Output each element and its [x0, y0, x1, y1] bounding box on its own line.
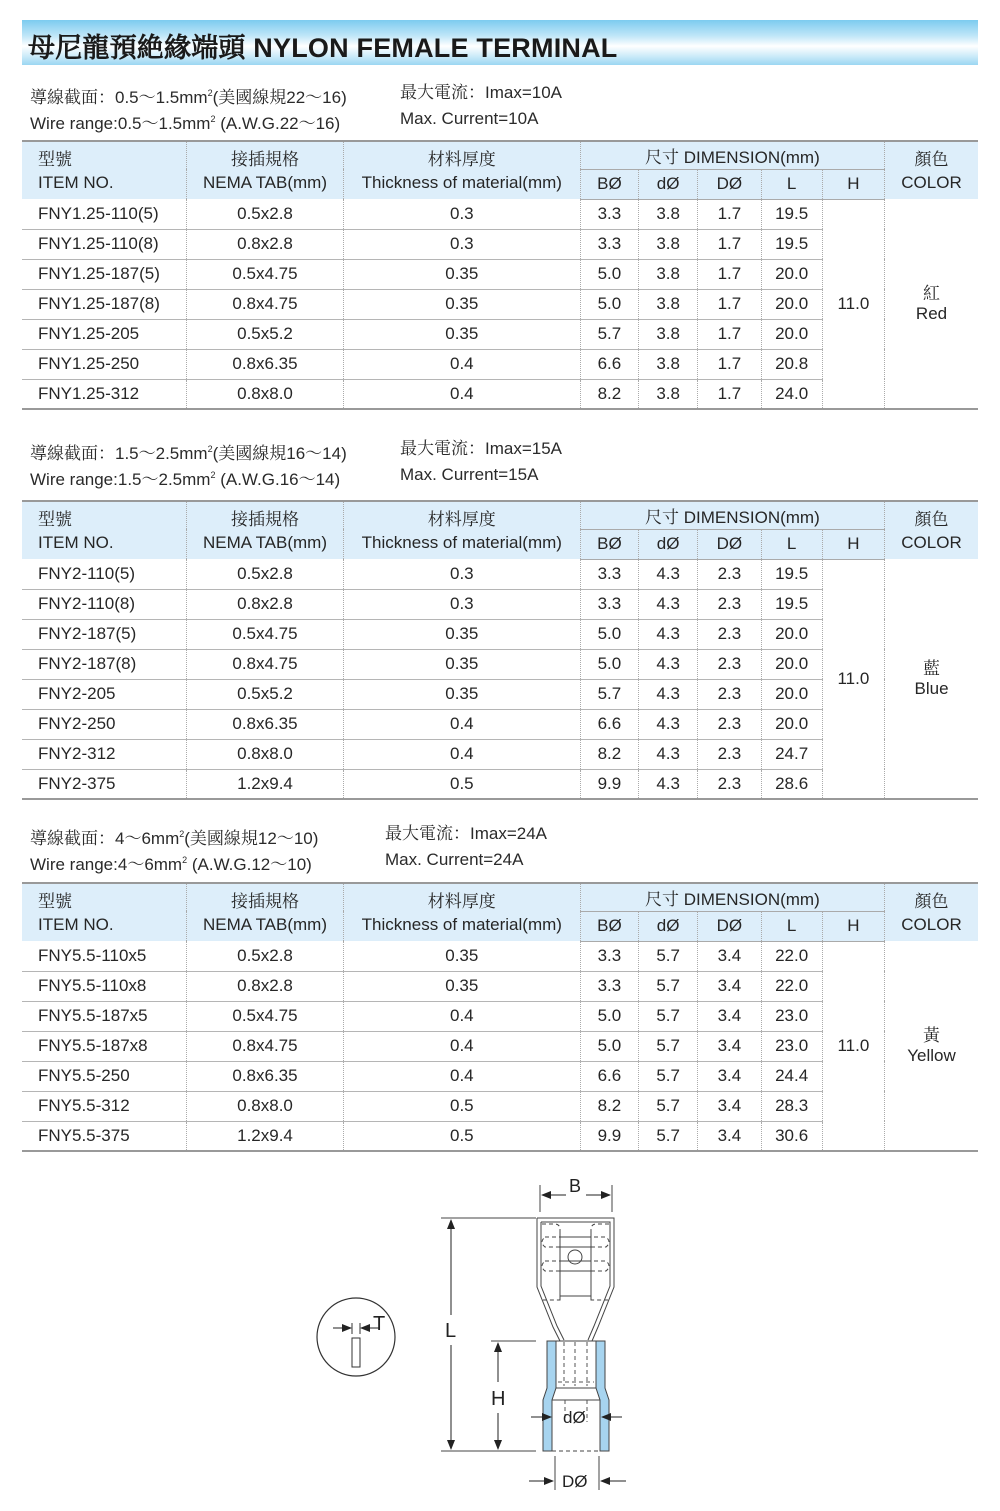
- cell-dim-l: 22.0: [761, 941, 822, 971]
- cell-dim-h: 11.0: [822, 941, 884, 1151]
- cell-item-no: FNY5.5-375: [22, 1121, 187, 1151]
- cell-dim-d-large: 1.7: [698, 319, 761, 349]
- cell-dim-b: 8.2: [580, 739, 638, 769]
- header-h: H: [822, 529, 884, 559]
- table-row: [22, 941, 978, 971]
- page-title: 母尼龍預絶緣端頭 NYLON FEMALE TERMINAL: [28, 33, 618, 63]
- max-current-en: Max. Current=24A: [385, 850, 524, 869]
- cell-item-no: FNY2-312: [22, 739, 187, 769]
- cell-item-no: FNY2-187(5): [22, 619, 187, 649]
- cell-nema-tab: 0.8x2.8: [187, 971, 344, 1001]
- cell-dim-b: 3.3: [580, 559, 638, 589]
- cell-dim-l: 19.5: [761, 199, 822, 229]
- cell-nema-tab: 0.5x5.2: [187, 319, 344, 349]
- cell-item-no: FNY1.25-205: [22, 319, 187, 349]
- wire-spec-zh: 導線截面：$4\sim 6mm^2$(美國線規12～10): [30, 829, 319, 848]
- cell-dim-b: 6.6: [580, 1061, 638, 1091]
- cell-item-no: FNY2-250: [22, 709, 187, 739]
- wire-spec-zh: 導線截面：$0.5\sim 1.5mm^2$(美國線規22～16): [30, 88, 347, 107]
- cell-nema-tab: 0.5x2.8: [187, 941, 344, 971]
- cell-item-no: FNY1.25-250: [22, 349, 187, 379]
- cell-dim-d-large: 3.4: [698, 1061, 761, 1091]
- header-l: L: [761, 529, 822, 559]
- cell-nema-tab: 0.8x6.35: [187, 709, 344, 739]
- cell-dim-d-small: 5.7: [639, 1001, 698, 1031]
- cell-dim-b: 5.0: [580, 649, 638, 679]
- cell-nema-tab: 0.8x6.35: [187, 349, 344, 379]
- header-d-large: DØ: [698, 529, 761, 559]
- cell-dim-d-large: 1.7: [698, 289, 761, 319]
- cell-item-no: FNY5.5-250: [22, 1061, 187, 1091]
- cell-nema-tab: 0.8x4.75: [187, 1031, 344, 1061]
- cell-dim-d-small: 3.8: [639, 379, 698, 409]
- cell-dim-d-large: 1.7: [698, 229, 761, 259]
- cell-thickness: 0.3: [343, 589, 580, 619]
- header-nema-tab: 接插規格 NEMA TAB(mm): [187, 883, 344, 941]
- spec-table: [22, 882, 978, 1152]
- cell-nema-tab: 1.2x9.4: [187, 1121, 344, 1151]
- table-row: [22, 559, 978, 589]
- cell-dim-d-small: 4.3: [639, 709, 698, 739]
- header-dimension: 尺寸 DIMENSION(mm): [580, 141, 884, 169]
- label-H: H: [491, 1388, 506, 1410]
- spec-table: [22, 140, 978, 410]
- cell-dim-b: 5.0: [580, 1001, 638, 1031]
- cell-dim-d-small: 3.8: [639, 349, 698, 379]
- header-d-large: DØ: [698, 911, 761, 941]
- cell-dim-l: 22.0: [761, 971, 822, 1001]
- cell-dim-d-large: 3.4: [698, 1091, 761, 1121]
- header-thickness: 材料厚度 Thickness of material(mm): [343, 501, 580, 559]
- header-thickness: 材料厚度 Thickness of material(mm): [343, 141, 580, 199]
- cell-dim-d-small: 3.8: [639, 259, 698, 289]
- cell-nema-tab: 0.8x6.35: [187, 1061, 344, 1091]
- cell-item-no: FNY2-375: [22, 769, 187, 799]
- cell-dim-d-small: 4.3: [639, 559, 698, 589]
- cell-dim-h: 11.0: [822, 559, 884, 799]
- cell-item-no: FNY5.5-110x8: [22, 971, 187, 1001]
- cell-dim-d-small: 3.8: [639, 229, 698, 259]
- cell-dim-d-small: 4.3: [639, 589, 698, 619]
- cell-dim-l: 19.5: [761, 559, 822, 589]
- header-dimension: 尺寸 DIMENSION(mm): [580, 883, 884, 911]
- label-T: T: [373, 1313, 386, 1335]
- cell-item-no: FNY5.5-187x8: [22, 1031, 187, 1061]
- cell-dim-l: 20.0: [761, 319, 822, 349]
- header-b: BØ: [580, 169, 638, 199]
- cell-dim-l: 28.3: [761, 1091, 822, 1121]
- cell-dim-d-small: 4.3: [639, 769, 698, 799]
- cell-dim-d-small: 5.7: [639, 1031, 698, 1061]
- cell-thickness: 0.35: [343, 649, 580, 679]
- cell-nema-tab: 0.5x4.75: [187, 259, 344, 289]
- cell-color: 藍 Blue: [885, 559, 978, 799]
- header-dimension: 尺寸 DIMENSION(mm): [580, 501, 884, 529]
- cell-dim-d-large: 2.3: [698, 679, 761, 709]
- cell-dim-d-small: 4.3: [639, 679, 698, 709]
- wire-spec-en: Wire $range:1.5\sim 2.5mm^2$ (A.W.G.16～14): [30, 470, 341, 489]
- cell-thickness: 0.4: [343, 1001, 580, 1031]
- cell-dim-d-small: 5.7: [639, 1121, 698, 1151]
- max-current-en: Max. Current=15A: [400, 465, 539, 484]
- cell-item-no: FNY1.25-110(5): [22, 199, 187, 229]
- cell-thickness: 0.3: [343, 559, 580, 589]
- max-current-zh: 最大電流：Imax=10A: [400, 83, 563, 102]
- cell-thickness: 0.4: [343, 739, 580, 769]
- cell-dim-l: 20.0: [761, 619, 822, 649]
- cell-nema-tab: 0.8x2.8: [187, 229, 344, 259]
- max-current-zh: 最大電流：Imax=15A: [400, 439, 563, 458]
- cell-nema-tab: 0.5x4.75: [187, 619, 344, 649]
- cell-dim-b: 5.0: [580, 1031, 638, 1061]
- cell-thickness: 0.4: [343, 349, 580, 379]
- cell-dim-d-large: 3.4: [698, 971, 761, 1001]
- header-l: L: [761, 911, 822, 941]
- cell-dim-b: 3.3: [580, 941, 638, 971]
- header-d-small: dØ: [639, 911, 698, 941]
- header-item-no: 型號 ITEM NO.: [22, 883, 187, 941]
- cell-dim-l: 20.0: [761, 709, 822, 739]
- cell-item-no: FNY2-110(5): [22, 559, 187, 589]
- cell-color: 黃 Yellow: [885, 941, 978, 1151]
- header-b: BØ: [580, 529, 638, 559]
- cell-thickness: 0.35: [343, 619, 580, 649]
- cell-thickness: 0.4: [343, 379, 580, 409]
- cell-dim-d-small: 3.8: [639, 199, 698, 229]
- cell-dim-d-large: 2.3: [698, 709, 761, 739]
- header-color: 顏色 COLOR: [885, 501, 978, 559]
- table-row: [22, 199, 978, 229]
- cell-item-no: FNY1.25-110(8): [22, 229, 187, 259]
- title-banner: [22, 20, 978, 65]
- cell-dim-d-small: 3.8: [639, 319, 698, 349]
- wire-spec-en: Wire $range:4\sim 6mm^2$ (A.W.G.12～10): [30, 855, 312, 874]
- label-D: DØ: [562, 1472, 588, 1491]
- cell-nema-tab: 0.8x4.75: [187, 649, 344, 679]
- cell-thickness: 0.5: [343, 769, 580, 799]
- cell-thickness: 0.4: [343, 709, 580, 739]
- cell-dim-b: 5.0: [580, 259, 638, 289]
- cell-dim-d-large: 1.7: [698, 349, 761, 379]
- cell-dim-d-large: 1.7: [698, 199, 761, 229]
- cell-dim-l: 20.0: [761, 289, 822, 319]
- max-current-en: Max. Current=10A: [400, 109, 539, 128]
- cell-dim-l: 30.6: [761, 1121, 822, 1151]
- cell-item-no: FNY5.5-110x5: [22, 941, 187, 971]
- cell-nema-tab: 0.5x4.75: [187, 1001, 344, 1031]
- cell-dim-b: 3.3: [580, 589, 638, 619]
- terminal-diagram: [0, 1160, 1000, 1511]
- cell-dim-l: 20.0: [761, 259, 822, 289]
- header-nema-tab: 接插規格 NEMA TAB(mm): [187, 141, 344, 199]
- cell-dim-l: 24.4: [761, 1061, 822, 1091]
- cell-dim-l: 19.5: [761, 229, 822, 259]
- header-color: 顏色 COLOR: [885, 141, 978, 199]
- cell-dim-d-large: 3.4: [698, 1121, 761, 1151]
- cell-dim-d-large: 2.3: [698, 739, 761, 769]
- cell-nema-tab: 0.5x5.2: [187, 679, 344, 709]
- height-dimension: [491, 1341, 536, 1449]
- insulation-sleeve-icon: [529, 1341, 626, 1491]
- cell-nema-tab: 0.8x2.8: [187, 589, 344, 619]
- cell-dim-d-large: 3.4: [698, 1031, 761, 1061]
- header-item-no: 型號 ITEM NO.: [22, 141, 187, 199]
- cell-thickness: 0.35: [343, 319, 580, 349]
- cell-item-no: FNY1.25-187(8): [22, 289, 187, 319]
- cell-dim-d-large: 1.7: [698, 259, 761, 289]
- cell-dim-l: 20.0: [761, 649, 822, 679]
- cell-dim-d-small: 4.3: [639, 739, 698, 769]
- label-d: dØ: [563, 1408, 586, 1427]
- header-nema-tab: 接插規格 NEMA TAB(mm): [187, 501, 344, 559]
- header-thickness: 材料厚度 Thickness of material(mm): [343, 883, 580, 941]
- cell-dim-d-small: 5.7: [639, 1061, 698, 1091]
- cell-dim-b: 5.0: [580, 619, 638, 649]
- cell-dim-l: 23.0: [761, 1031, 822, 1061]
- cell-dim-l: 24.7: [761, 739, 822, 769]
- header-d-small: dØ: [639, 529, 698, 559]
- cell-dim-d-small: 5.7: [639, 1091, 698, 1121]
- header-d-large: DØ: [698, 169, 761, 199]
- cell-thickness: 0.35: [343, 971, 580, 1001]
- label-B: B: [569, 1176, 582, 1196]
- label-L: L: [445, 1320, 457, 1342]
- cell-dim-d-large: 2.3: [698, 649, 761, 679]
- header-item-no: 型號 ITEM NO.: [22, 501, 187, 559]
- cell-thickness: 0.3: [343, 229, 580, 259]
- cell-dim-d-large: 2.3: [698, 769, 761, 799]
- max-current-zh: 最大電流：Imax=24A: [385, 824, 548, 843]
- cell-dim-d-large: 3.4: [698, 941, 761, 971]
- spec-table: [22, 500, 978, 800]
- cell-dim-d-small: 3.8: [639, 289, 698, 319]
- cell-dim-d-small: 4.3: [639, 649, 698, 679]
- terminal-body-icon: [537, 1218, 614, 1341]
- cell-dim-h: 11.0: [822, 199, 884, 409]
- cell-nema-tab: 0.5x2.8: [187, 559, 344, 589]
- cell-thickness: 0.3: [343, 199, 580, 229]
- cell-dim-d-large: 2.3: [698, 559, 761, 589]
- cell-thickness: 0.4: [343, 1031, 580, 1061]
- cell-dim-b: 8.2: [580, 379, 638, 409]
- cell-item-no: FNY2-110(8): [22, 589, 187, 619]
- cell-item-no: FNY2-205: [22, 679, 187, 709]
- cell-thickness: 0.35: [343, 679, 580, 709]
- cell-dim-b: 5.0: [580, 289, 638, 319]
- header-color: 顏色 COLOR: [885, 883, 978, 941]
- cell-dim-b: 5.7: [580, 319, 638, 349]
- cell-thickness: 0.5: [343, 1091, 580, 1121]
- wire-spec-zh: 導線截面：$1.5\sim 2.5mm^2$(美國線規16～14): [30, 444, 347, 463]
- cell-dim-l: 23.0: [761, 1001, 822, 1031]
- wire-spec-en: Wire $range:0.5\sim 1.5mm^2$ (A.W.G.22～16): [30, 114, 341, 133]
- header-l: L: [761, 169, 822, 199]
- cell-dim-b: 3.3: [580, 229, 638, 259]
- cell-item-no: FNY5.5-187x5: [22, 1001, 187, 1031]
- cell-dim-d-large: 1.7: [698, 379, 761, 409]
- cell-item-no: FNY1.25-312: [22, 379, 187, 409]
- cell-dim-b: 6.6: [580, 349, 638, 379]
- cell-thickness: 0.5: [343, 1121, 580, 1151]
- header-h: H: [822, 169, 884, 199]
- cell-dim-b: 9.9: [580, 769, 638, 799]
- cell-dim-d-large: 2.3: [698, 619, 761, 649]
- cell-color: 紅 Red: [885, 199, 978, 409]
- cell-dim-d-small: 4.3: [639, 619, 698, 649]
- thickness-detail-icon: [317, 1298, 395, 1376]
- header-h: H: [822, 911, 884, 941]
- length-dimension: [441, 1218, 536, 1451]
- header-b: BØ: [580, 911, 638, 941]
- cell-dim-b: 8.2: [580, 1091, 638, 1121]
- cell-dim-l: 20.8: [761, 349, 822, 379]
- cell-dim-d-large: 2.3: [698, 589, 761, 619]
- cell-dim-d-small: 5.7: [639, 971, 698, 1001]
- cell-dim-l: 19.5: [761, 589, 822, 619]
- cell-dim-d-small: 5.7: [639, 941, 698, 971]
- width-dimension: [540, 1176, 612, 1212]
- cell-dim-b: 5.7: [580, 679, 638, 709]
- cell-item-no: FNY1.25-187(5): [22, 259, 187, 289]
- cell-dim-b: 6.6: [580, 709, 638, 739]
- cell-thickness: 0.35: [343, 289, 580, 319]
- cell-dim-d-large: 3.4: [698, 1001, 761, 1031]
- cell-nema-tab: 0.8x8.0: [187, 379, 344, 409]
- cell-dim-b: 3.3: [580, 971, 638, 1001]
- cell-thickness: 0.35: [343, 941, 580, 971]
- cell-dim-b: 3.3: [580, 199, 638, 229]
- cell-thickness: 0.35: [343, 259, 580, 289]
- cell-dim-b: 9.9: [580, 1121, 638, 1151]
- cell-dim-l: 20.0: [761, 679, 822, 709]
- cell-thickness: 0.4: [343, 1061, 580, 1091]
- cell-item-no: FNY2-187(8): [22, 649, 187, 679]
- cell-nema-tab: 1.2x9.4: [187, 769, 344, 799]
- cell-nema-tab: 0.5x2.8: [187, 199, 344, 229]
- header-d-small: dØ: [639, 169, 698, 199]
- cell-dim-l: 24.0: [761, 379, 822, 409]
- cell-nema-tab: 0.8x8.0: [187, 739, 344, 769]
- cell-item-no: FNY5.5-312: [22, 1091, 187, 1121]
- cell-nema-tab: 0.8x4.75: [187, 289, 344, 319]
- cell-dim-l: 28.6: [761, 769, 822, 799]
- cell-nema-tab: 0.8x8.0: [187, 1091, 344, 1121]
